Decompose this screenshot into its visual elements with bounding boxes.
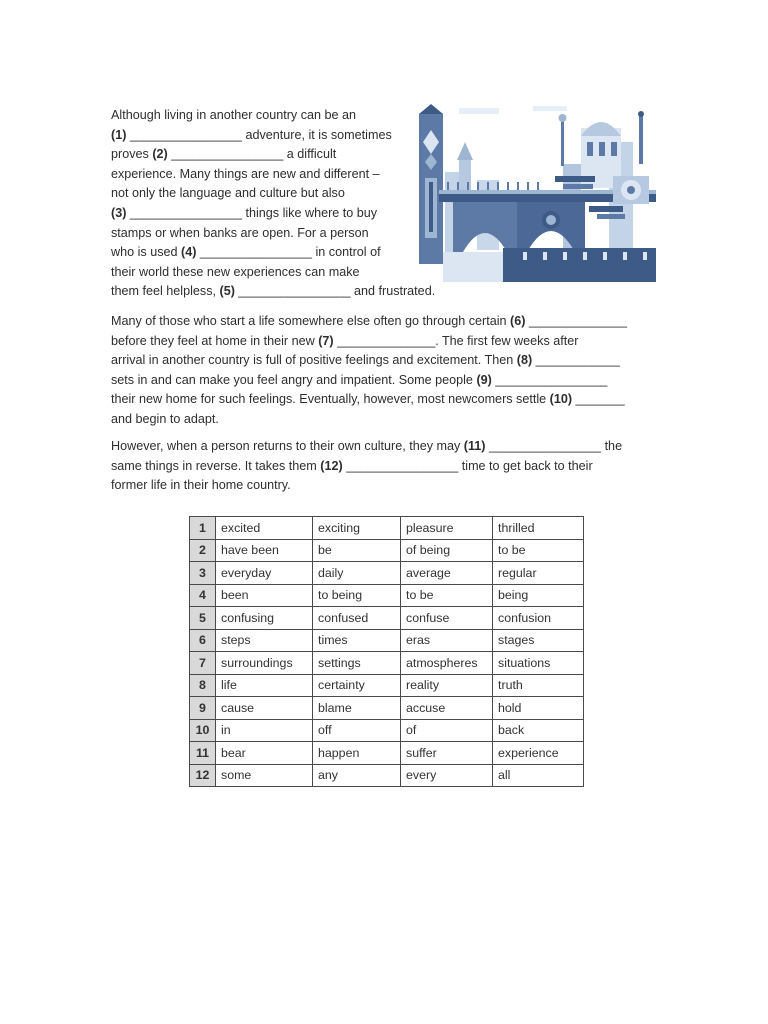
text-line: [111, 371, 627, 391]
text-segment: ______________: [525, 314, 627, 328]
text-segment: former life in their home country.: [111, 478, 291, 493]
question-number: 7: [190, 652, 216, 675]
question-number: 1: [190, 517, 216, 540]
text-segment: Although living in another country can be an: [111, 108, 357, 122]
text-segment: their world these new experiences can make: [111, 264, 360, 279]
text-line: [111, 457, 622, 477]
text-segment: and begin to adapt.: [111, 411, 219, 426]
text-segment: ________________ things like where to buy: [126, 205, 378, 220]
table-row: [190, 719, 584, 742]
text-line: [111, 106, 435, 126]
answer-option: surroundings: [216, 652, 313, 675]
answer-option: to being: [313, 584, 401, 607]
answer-option: stages: [493, 629, 584, 652]
answer-option: times: [313, 629, 401, 652]
answer-option: accuse: [401, 697, 493, 720]
paragraph-1: [111, 106, 435, 302]
question-number: 4: [190, 584, 216, 607]
question-number: 12: [190, 764, 216, 787]
table-row: [190, 652, 584, 675]
text-segment: before they feel at home in their new: [111, 333, 319, 348]
question-number: 6: [190, 629, 216, 652]
answer-option: happen: [313, 742, 401, 765]
answer-option: experience: [493, 742, 584, 765]
answer-option: truth: [493, 674, 584, 697]
answer-option: have been: [216, 539, 313, 562]
table-row: [190, 629, 584, 652]
gap-number: (6): [510, 314, 526, 328]
text-segment: ________________: [491, 372, 608, 387]
answer-option: settings: [313, 652, 401, 675]
text-line: [111, 390, 627, 410]
gap-number: (9): [476, 372, 492, 387]
text-segment: their new home for such feelings. Eventually, however, most newcomers settle: [111, 392, 550, 407]
answer-option: exciting: [313, 517, 401, 540]
answer-option: any: [313, 764, 401, 787]
text-segment: _______: [572, 392, 625, 407]
answer-option: bear: [216, 742, 313, 765]
text-segment: same things in reverse. It takes them: [111, 458, 321, 473]
answer-option: confusion: [493, 607, 584, 630]
table-row: [190, 562, 584, 585]
question-number: 9: [190, 697, 216, 720]
text-segment: ______________. The first few weeks after: [333, 333, 579, 348]
text-line: [111, 165, 435, 185]
answer-option: suffer: [401, 742, 493, 765]
text-line: [111, 410, 627, 430]
answer-option: in: [216, 719, 313, 742]
question-number: 5: [190, 607, 216, 630]
text-segment: experience. Many things are new and different –: [111, 166, 380, 181]
options-table: [189, 516, 584, 787]
answer-option: everyday: [216, 562, 313, 585]
text-segment: However, when a person returns to their own culture, they may: [111, 439, 464, 453]
answer-option: cause: [216, 697, 313, 720]
text-line: [111, 476, 622, 496]
answer-option: confusing: [216, 607, 313, 630]
table-row: [190, 697, 584, 720]
text-segment: proves: [111, 147, 153, 162]
question-number: 3: [190, 562, 216, 585]
text-line: [111, 312, 627, 332]
text-line: [111, 263, 435, 283]
city-bridge-illustration: [413, 102, 656, 282]
answer-option: some: [216, 764, 313, 787]
text-line: [111, 282, 435, 302]
text-line: [111, 224, 435, 244]
table-row: [190, 742, 584, 765]
answer-option: eras: [401, 629, 493, 652]
answer-option: of being: [401, 539, 493, 562]
gap-number: (5): [219, 284, 235, 299]
answer-option: back: [493, 719, 584, 742]
gap-number: (1): [111, 127, 127, 142]
text-line: [111, 332, 627, 352]
question-number: 10: [190, 719, 216, 742]
gap-number: (4): [181, 245, 197, 260]
text-line: [111, 351, 627, 371]
answer-option: reality: [401, 674, 493, 697]
answer-option: thrilled: [493, 517, 584, 540]
text-line: [111, 126, 435, 146]
gap-number: (2): [152, 147, 168, 162]
answer-option: been: [216, 584, 313, 607]
answer-option: be: [313, 539, 401, 562]
text-segment: arrival in another country is full of positive feelings and excitement. Then: [111, 353, 517, 368]
text-segment: ________________ a difficult: [167, 147, 337, 162]
table-row: [190, 607, 584, 630]
answer-option: every: [401, 764, 493, 787]
answer-option: blame: [313, 697, 401, 720]
paragraph-3: [111, 437, 622, 496]
answer-option: off: [313, 719, 401, 742]
paragraph-2: [111, 312, 627, 430]
table-row: [190, 584, 584, 607]
answer-option: pleasure: [401, 517, 493, 540]
answer-option: confused: [313, 607, 401, 630]
gap-number: (10): [549, 392, 573, 407]
text-segment: ____________: [532, 353, 620, 368]
answer-option: situations: [493, 652, 584, 675]
answer-option: being: [493, 584, 584, 607]
answer-option: all: [493, 764, 584, 787]
text-segment: ________________ the: [485, 439, 623, 453]
text-segment: ________________ time to get back to their: [342, 458, 593, 473]
answer-option: confuse: [401, 607, 493, 630]
table-row: [190, 517, 584, 540]
text-segment: them feel helpless,: [111, 284, 220, 299]
text-line: [111, 204, 435, 224]
text-line: [111, 145, 435, 165]
text-segment: ________________ adventure, it is sometimes: [126, 127, 392, 142]
answer-option: excited: [216, 517, 313, 540]
gap-number: (11): [463, 439, 486, 453]
text-segment: sets in and can make you feel angry and impatient. Some people: [111, 372, 477, 387]
answer-option: steps: [216, 629, 313, 652]
text-segment: who is used: [111, 245, 182, 260]
table-row: [190, 539, 584, 562]
gap-number: (8): [516, 353, 533, 368]
gap-number: (12): [320, 458, 343, 473]
answer-option: atmospheres: [401, 652, 493, 675]
gap-number: (3): [111, 205, 127, 220]
question-number: 2: [190, 539, 216, 562]
answer-option: daily: [313, 562, 401, 585]
answer-option: of: [401, 719, 493, 742]
text-line: [111, 437, 622, 457]
answer-option: hold: [493, 697, 584, 720]
table-row: [190, 764, 584, 787]
answer-option: life: [216, 674, 313, 697]
answer-option: regular: [493, 562, 584, 585]
text-line: [111, 184, 435, 204]
answer-option: to be: [493, 539, 584, 562]
text-segment: ________________ in control of: [196, 245, 381, 260]
gap-number: (7): [318, 333, 334, 348]
question-number: 11: [190, 742, 216, 765]
text-line: [111, 243, 435, 263]
text-segment: ________________ and frustrated.: [234, 284, 436, 299]
answer-option: certainty: [313, 674, 401, 697]
table-row: [190, 674, 584, 697]
answer-option: average: [401, 562, 493, 585]
question-number: 8: [190, 674, 216, 697]
text-segment: stamps or when banks are open. For a person: [111, 225, 369, 240]
text-segment: Many of those who start a life somewhere else often go through certain: [111, 314, 511, 328]
text-segment: not only the language and culture but also: [111, 186, 345, 201]
answer-option: to be: [401, 584, 493, 607]
